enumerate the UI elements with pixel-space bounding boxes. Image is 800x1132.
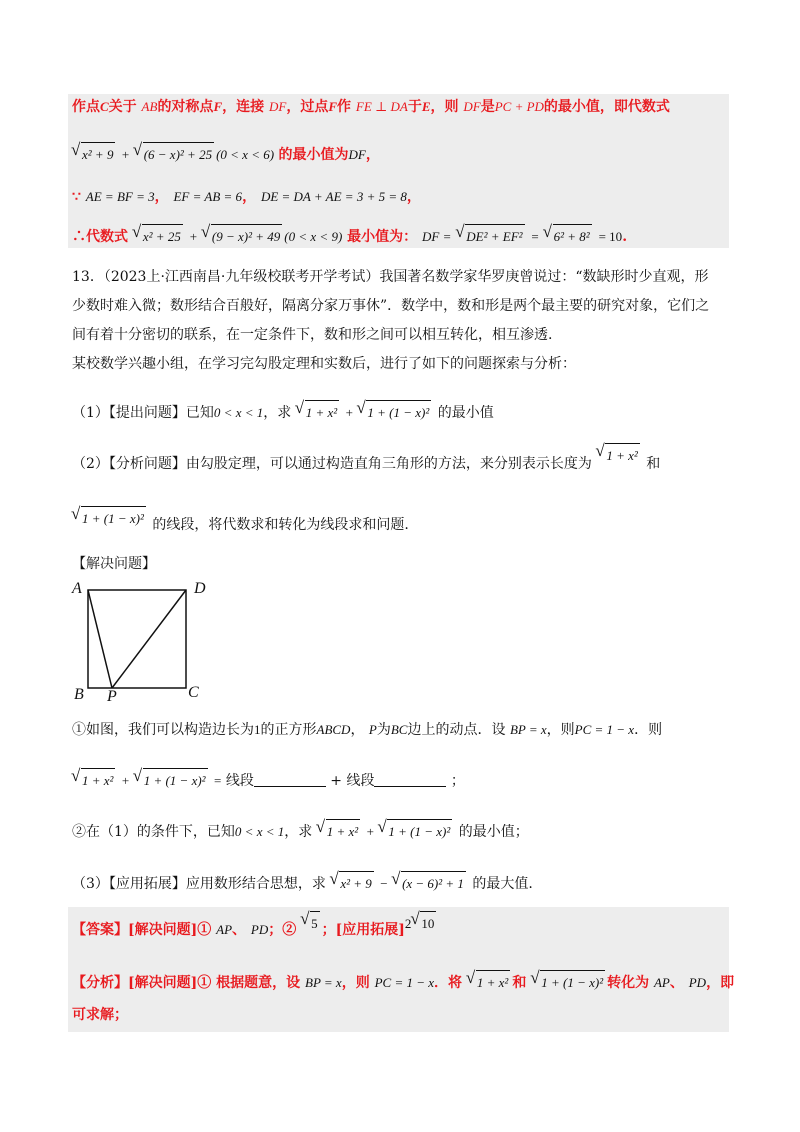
text: ， (406, 189, 421, 205)
text: ，连接 (222, 99, 265, 115)
math: P (368, 722, 377, 737)
solution-line-3 (72, 186, 421, 208)
sqrt-expr: √ x² + 9 (72, 142, 115, 166)
text: [解决问题]① (128, 922, 212, 938)
text: 于 (407, 99, 422, 115)
sqrt-expr: √ (x − 6)² + 1 (392, 871, 466, 895)
math: (0 < x < 9) (284, 229, 343, 244)
analysis-line-2: 可求解； (72, 1007, 128, 1023)
answer-line (72, 917, 438, 941)
text: ， (350, 722, 365, 738)
math: AP (216, 922, 233, 937)
sqrt-expr: √ 1 + (1 − x)² (378, 819, 452, 843)
q13-line-3: 间有着十分密切的联系，在一定条件下，数和形之间可以相互转化，相互渗透. (72, 327, 553, 343)
text: ， (365, 147, 380, 163)
text: [解决问题]① 根据题意，设 (128, 975, 301, 991)
sqrt-expr: √ DE² + EF² (456, 224, 524, 248)
text: ；[应用拓展] (321, 922, 405, 938)
math: BP = x (305, 975, 342, 990)
text: （1）【提出问题】已知 (72, 405, 214, 421)
text: 的正方形 (260, 722, 317, 738)
text: 的最小值为 (278, 147, 349, 163)
text: 和 (646, 456, 661, 472)
text: 关于 (108, 99, 137, 115)
text: ，即 (706, 975, 735, 991)
math: C (100, 99, 109, 114)
math: DE = DA + AE = 3 + 5 = 8 (260, 189, 407, 204)
q13-part-1 (72, 400, 494, 424)
text: ．将 (434, 975, 463, 991)
solution-line-1 (72, 96, 670, 118)
math: BC (390, 722, 408, 737)
square-figure (70, 578, 210, 708)
math: 1 (254, 722, 261, 737)
solve-heading: 【解决问题】 (72, 556, 156, 572)
q13-part-3 (72, 871, 533, 895)
math: AP (653, 975, 670, 990)
text: 和 (512, 975, 527, 991)
math: = 10 (598, 229, 623, 244)
text: ，则 (341, 975, 370, 991)
sqrt-expr: √ x² + 25 (133, 224, 183, 248)
math: ABCD (316, 722, 351, 737)
text: ； (450, 773, 465, 789)
text: ．则 (634, 722, 663, 738)
text: 的最小值 (437, 405, 494, 421)
math: + (121, 147, 130, 162)
sqrt-expr: √ 1 + (1 − x)² (531, 970, 605, 994)
math: + (121, 773, 130, 788)
math: 0 < x < 1 (213, 405, 264, 420)
sqrt-expr: √ 1 + (1 − x)² (134, 768, 208, 792)
text: 的最小值，即代数式 (543, 99, 670, 115)
text: ；② (268, 922, 297, 938)
sqrt-expr: √ 5 (301, 911, 320, 935)
text: 、 (669, 975, 684, 991)
q13-step-2 (72, 819, 529, 843)
square-abcd (88, 590, 186, 688)
text: ，则 (546, 722, 575, 738)
text: ， (242, 189, 257, 205)
q13-line-2: 少数时难入微；数形结合百般好，隔离分家万事休”．数学中，数和形是两个最主要的研究对象，它们之 (72, 298, 710, 314)
text: 转化为 (607, 975, 650, 991)
label-b: B (74, 686, 84, 703)
math: F (328, 99, 337, 114)
math: DF (348, 147, 366, 162)
text: 的最大值. (472, 876, 533, 892)
because-symbol: ∵ (72, 189, 81, 205)
q13-line-1: 13．（2023上·江西南昌·九年级校联考开学考试）我国著名数学家华罗庚曾说过：“数缺形时少直观，形 (72, 269, 709, 285)
text: ，求 (263, 405, 292, 421)
text: ②在（1）的条件下，已知 (72, 824, 235, 840)
text: 的对称点 (157, 99, 214, 115)
math: PD (688, 975, 707, 990)
sqrt-expr: √ x² + 9 (330, 871, 373, 895)
sqrt-expr: √ (9 − x)² + 49 (202, 224, 282, 248)
sqrt-expr: √ 10 (411, 911, 436, 935)
text: 作点 (72, 99, 100, 115)
text: . (622, 229, 628, 245)
sqrt-expr: √ 1 + x² (296, 400, 339, 424)
label-c: C (188, 684, 199, 701)
math: AE = BF = 3 (85, 189, 155, 204)
sqrt-expr: √ 1 + x² (72, 768, 115, 792)
analysis-heading: 【分析】 (72, 975, 128, 991)
math: − (380, 876, 388, 891)
text: 作 (337, 99, 351, 115)
text: （3）【应用拓展】应用数形结合思想，求 (72, 876, 326, 892)
math: + (189, 229, 198, 244)
math: DF (463, 99, 481, 114)
text: ，则 (430, 99, 459, 115)
text: ，过点 (286, 99, 329, 115)
sqrt-expr: √ 1 + x² (596, 443, 639, 467)
answer-heading: 【答案】 (72, 922, 128, 938)
text: 最小值为： (347, 229, 418, 245)
sqrt-expr: √ 6² + 8² (544, 224, 592, 248)
q13-part-2-cont (72, 512, 409, 536)
text: 线段 (225, 773, 254, 789)
text: 的线段，将代数求和转化为线段求和问题. (152, 517, 409, 533)
math: PC = 1 − x (574, 722, 635, 737)
text: 为 (376, 722, 391, 738)
segment-pd (112, 590, 186, 688)
math: = (214, 773, 222, 788)
label-a: A (72, 580, 82, 597)
q13-step-1 (72, 719, 662, 741)
sqrt-expr: √ (6 − x)² + 25 (134, 142, 214, 166)
analysis-line-1 (72, 970, 734, 994)
math: (0 < x < 6) (216, 147, 275, 162)
math: = (531, 229, 539, 244)
text: 、 (232, 922, 247, 938)
label-d: D (194, 580, 206, 597)
math: DF (268, 99, 287, 114)
solution-line-2 (72, 142, 380, 166)
text: ，求 (284, 824, 313, 840)
math: DF = (422, 229, 452, 244)
q13-step-1-equation (72, 768, 465, 792)
math: EF = AB = 6 (173, 189, 243, 204)
sqrt-expr: √ 1 + (1 − x)² (357, 400, 431, 424)
sqrt-expr: √ 1 + x² (467, 970, 510, 994)
math: 0 < x < 1 (234, 824, 285, 839)
math: FE ⊥ DA (355, 99, 408, 114)
solution-line-4 (72, 224, 627, 248)
answer-blank-2[interactable] (374, 772, 446, 787)
math: + (345, 405, 353, 420)
text: （2）【分析问题】由勾股定理，可以通过构造直角三角形的方法，来分别表示长度为 (72, 456, 592, 472)
math: E (421, 99, 431, 114)
math: 2 (404, 916, 412, 931)
math: F (213, 99, 223, 114)
text: ， (154, 189, 169, 205)
text: 是 (480, 99, 495, 115)
text: + 线段 (330, 773, 375, 789)
math: + (366, 824, 374, 839)
sqrt-expr: √ 1 + (1 − x)² (72, 506, 146, 530)
q13-part-2 (72, 448, 661, 475)
label-p: P (107, 688, 117, 705)
text: ∴代数式 (72, 229, 128, 245)
math: BP = x (509, 722, 547, 737)
math: PC + PD (494, 99, 544, 114)
q13-line-4: 某校数学兴趣小组，在学习完勾股定理和实数后，进行了如下的问题探索与分析： (72, 356, 576, 372)
answer-blank-1[interactable] (254, 772, 326, 787)
math: PC = 1 − x (374, 975, 435, 990)
text: 的最小值； (458, 824, 529, 840)
sqrt-expr: √ 1 + x² (317, 819, 360, 843)
text: ①如图，我们可以构造边长为 (72, 722, 254, 738)
segment-ap (88, 590, 112, 688)
math: AB (141, 99, 158, 114)
text: 边上的动点．设 (407, 722, 506, 738)
math: PD (250, 922, 269, 937)
